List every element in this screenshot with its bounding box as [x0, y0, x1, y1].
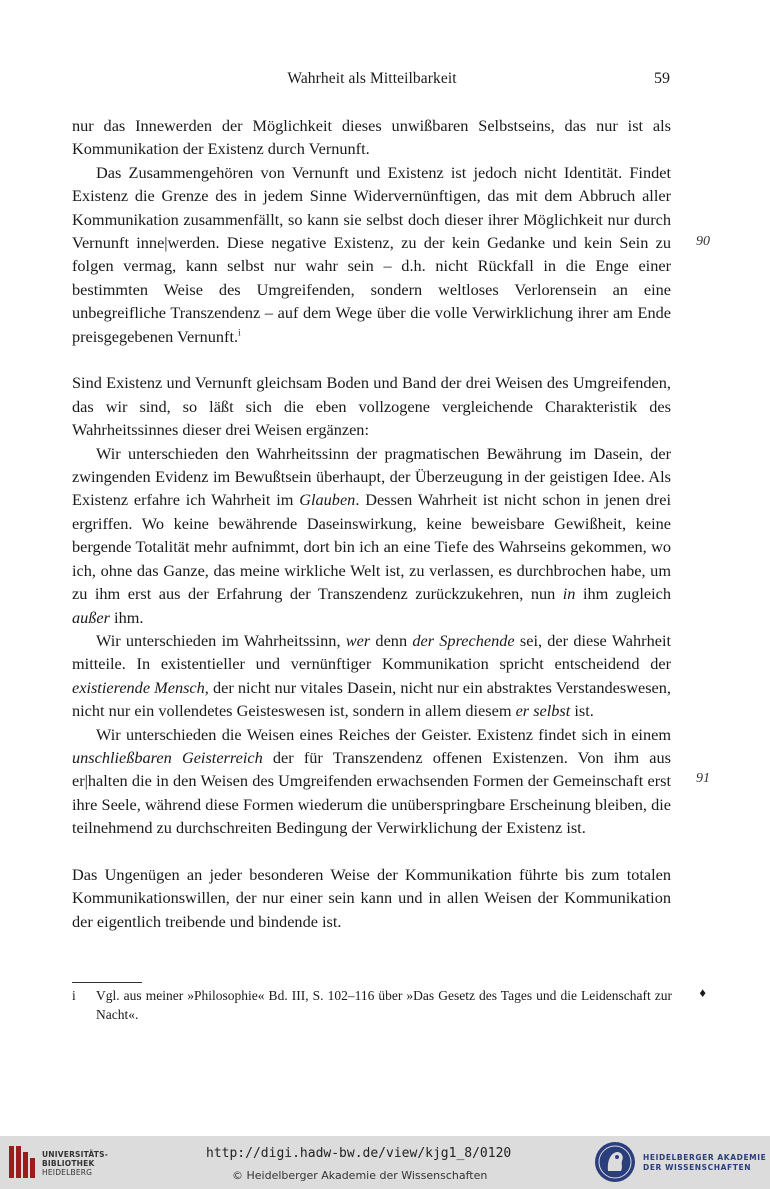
academy-line-1: HEIDELBERGER AKADEMIE	[643, 1153, 767, 1162]
margin-page-ref-91: 91	[696, 771, 710, 786]
library-line-3: HEIDELBERG	[42, 1168, 93, 1177]
paragraph-7-text: Das Ungenügen an jeder besonderen Weise der Kommunikation führte bis zum totalen Kommunikationswillen, der nur einer sein kann und in allen Weisen der Kommunikation der eigentlich treibende und bindende ist.	[72, 864, 671, 931]
university-library-logo-icon[interactable]	[8, 1144, 38, 1180]
paragraph-5-text-d: , der nicht nur vitales Dasein, nicht nur ein abstraktes Verstandeswesen, nicht nur ein vollendetes Geisteswesen ist, sondern in allem diesem	[72, 677, 671, 721]
footnote-number: i	[72, 988, 76, 1003]
paragraph-4-text-d: ihm.	[109, 607, 144, 627]
body-text	[72, 114, 671, 933]
emphasis-geisterreich: unschließbaren Geisterreich	[72, 747, 263, 767]
paragraph-4-text-b: . Dessen Wahrheit ist nicht schon in jenen drei ergriffen. Wo keine bewährende Daseinswirkung, keine beweisbare Gewißheit, keine bergende Totalität mehr aufnimmt, dort bin ich an eine Tiefe des Wahrseins gekommen, wo ich, ohne das Ganze, das meine wirkliche Welt ist, zu verlassen, es durchbrochen habe, um zu ihm erst aus der Erfahrung der Transzendenz zurückzukehren, nun	[72, 490, 671, 604]
paragraph-6-text-b: der für Transzendenz offenen Existenzen. Von ihm aus er|halten die in den Weisen des Umgreifenden erwachsenden Formen der Gemeinschaft erst ihre Seele, während diese Formen wiederum die unüberspringbare Erscheinung bleiben, die teilnehmend zu durchschreiten Bedingung der Verwirklichung der Existenz ist.	[72, 747, 671, 838]
emphasis-existierende-mensch: existierende Mensch	[72, 677, 205, 697]
paragraph-4-text-c: ihm zugleich	[575, 584, 671, 604]
copyright-notice: © Heidelberger Akademie der Wissenschaften	[232, 1169, 488, 1182]
footnote-text: Vgl. aus meiner »Philosophie« Bd. III, S. 102–116 über »Das Gesetz des Tages und die Leidenschaft zur Nacht«.	[96, 988, 672, 1022]
emphasis-ausser: außer	[72, 607, 110, 627]
paragraph-5-text-b: denn	[370, 630, 413, 650]
emphasis-glauben: Glauben	[299, 490, 356, 510]
emphasis-in: in	[562, 584, 576, 604]
footnote-diamond-icon: ♦	[699, 985, 706, 1000]
paragraph-4-text-a: Wir unterschieden den Wahrheitssinn der pragmatischen Bewährung im Dasein, der zwingenden Evidenz im Bewußtsein überhaupt, der Überzeugung in der geistigen Idee. Als Existenz erfahre ich Wahrheit im	[72, 443, 671, 510]
emphasis-wer: wer	[345, 630, 371, 650]
paragraph-6	[72, 723, 671, 840]
academy-name	[643, 1153, 766, 1173]
paragraph-2	[72, 161, 671, 348]
page-number: 59	[654, 70, 670, 87]
paragraph-5	[72, 629, 671, 723]
paragraph-2-text: Das Zusammengehören von Vernunft und Existenz ist jedoch nicht Identität. Findet Existenz die Grenze des in jedem Sinne Widervernünftigen, das mit dem Abbruch aller Kommunikation zusammenfällt, so kann sie selbst doch dieser ihrer Möglichkeit nur durch Vernunft inne|werden. Diese negative Existenz, zu der kein Gedanke und kein Sein zu folgen vermag, kann selbst nur wahr sein – d.h. nicht Rückfall in die Enge einer bestimmten Weise des Umgreifenden, sondern weltloses Verlorensein an eine unbegreifliche Transzendenz – auf dem Wege über die volle Verwirklichung ihrer am Ende preisgegebenen Vernunft.	[72, 162, 671, 346]
paragraph-4	[72, 442, 671, 629]
margin-page-ref-90: 90	[696, 234, 710, 249]
footnote	[72, 986, 672, 1024]
section-gap	[72, 348, 671, 371]
paragraph-5-text-a: Wir unterschieden im Wahrheitssinn,	[96, 630, 346, 650]
paragraph-3	[72, 371, 671, 441]
section-gap	[72, 840, 671, 863]
academy-line-2: DER WISSENSCHAFTEN	[643, 1163, 752, 1172]
paragraph-6-text-a: Wir unterschieden die Weisen eines Reiches der Geister. Existenz findet sich in einem	[96, 724, 671, 744]
library-line-2: BIBLIOTHEK	[42, 1159, 95, 1168]
viewer-footer	[0, 1136, 770, 1189]
paragraph-5-text-c: sei, der diese Wahrheit mitteile. In existentieller und vernünftiger Kommunikation spricht entscheidend der	[72, 630, 671, 674]
university-library-name	[42, 1150, 108, 1177]
paragraph-1-text: nur das Innewerden der Möglichkeit dieses unwißbaren Selbstseins, das nur ist als Kommunikation der Existenz durch Vernunft.	[72, 116, 671, 159]
footnote-divider	[72, 982, 142, 983]
paragraph-3-text: Sind Existenz und Vernunft gleichsam Boden und Band der drei Weisen des Umgreifenden, das wir sind, so läßt sich die eben vollzogene vergleichende Charakteristik des Wahrheitssinnes dieser drei Weisen ergänzen:	[72, 373, 671, 440]
paragraph-1	[72, 114, 671, 161]
academy-seal-logo-icon[interactable]	[593, 1140, 637, 1184]
emphasis-er-selbst: er selbst	[515, 701, 571, 721]
emphasis-der-sprechende: der Sprechende	[412, 630, 515, 650]
paragraph-5-text-e: ist.	[570, 701, 594, 721]
footnote-reference[interactable]: i	[238, 327, 241, 338]
permalink-url[interactable]: http://digi.hadw-bw.de/view/kjg1_8/0120	[206, 1146, 512, 1161]
library-line-1: UNIVERSITÄTS-	[42, 1150, 109, 1159]
running-title: Wahrheit als Mitteilbarkeit	[287, 70, 457, 87]
paragraph-7	[72, 863, 671, 933]
